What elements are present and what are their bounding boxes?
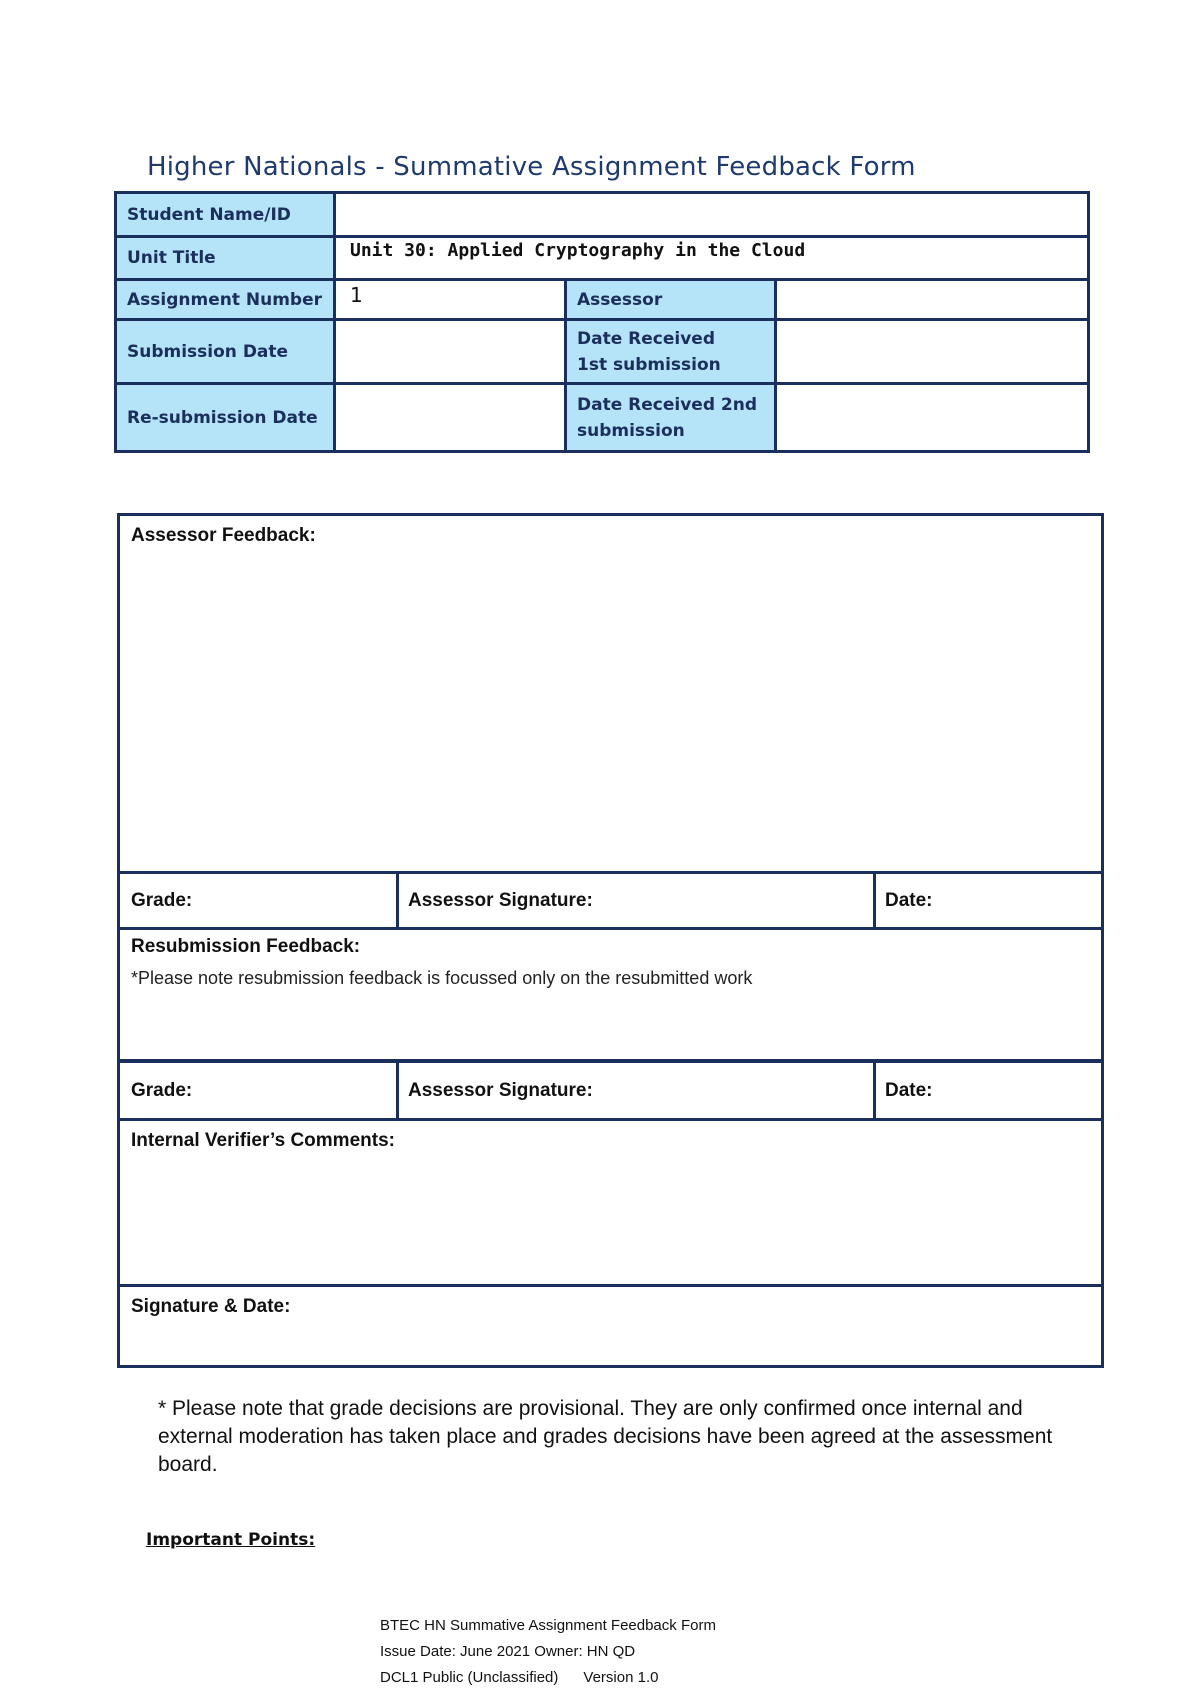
date-label: Date: <box>885 890 933 911</box>
date-received-2nd-label: Date Received 2nd submission <box>564 382 777 453</box>
unit-title-label: Unit Title <box>114 235 336 281</box>
student-name-field[interactable] <box>333 191 1090 238</box>
submission-date-field[interactable] <box>333 318 567 385</box>
assignment-number-field[interactable]: 1 <box>333 278 567 321</box>
date-label: Date: <box>885 1080 933 1101</box>
divider <box>396 871 399 927</box>
signature-date-label: Signature & Date: <box>131 1296 291 1317</box>
resubmission-feedback-label: Resubmission Feedback: <box>131 936 361 957</box>
unit-title-field[interactable]: Unit 30: Applied Cryptography in the Cloud <box>333 235 1090 281</box>
footer-line: DCL1 Public (Unclassified) Version 1.0 <box>380 1669 659 1686</box>
document-footer <box>380 1613 716 1691</box>
important-points-heading: Important Points: <box>146 1530 316 1550</box>
divider <box>120 1284 1101 1287</box>
date-received-2nd-field[interactable] <box>774 382 1090 453</box>
resubmission-date-field[interactable] <box>333 382 567 453</box>
student-info-table <box>114 191 1090 453</box>
assessor-label: Assessor <box>564 278 777 321</box>
grade-label: Grade: <box>131 890 193 911</box>
grade-label: Grade: <box>131 1080 193 1101</box>
assessor-signature-label: Assessor Signature: <box>408 890 593 911</box>
divider <box>120 871 1101 874</box>
footer-line: BTEC HN Summative Assignment Feedback Form <box>380 1617 716 1634</box>
form-title: Higher Nationals - Summative Assignment Feedback Form <box>147 152 916 182</box>
internal-verifier-comments-label: Internal Verifier’s Comments: <box>131 1130 395 1151</box>
date-received-1st-field[interactable] <box>774 318 1090 385</box>
divider <box>873 871 876 927</box>
grade-disclaimer: * Please note that grade decisions are provisional. They are only confirmed once internal and external moderation has taken place and grades decisions have been agreed at the assessment board. <box>158 1397 1053 1476</box>
divider <box>396 1060 399 1118</box>
footer-line: Issue Date: June 2021 Owner: HN QD <box>380 1643 636 1660</box>
assessor-feedback-area[interactable] <box>120 556 1101 856</box>
divider <box>120 1059 1101 1063</box>
assessor-feedback-label: Assessor Feedback: <box>131 525 316 546</box>
date-received-1st-label: Date Received 1st submission <box>564 318 777 385</box>
resubmission-date-label: Re-submission Date <box>114 382 336 453</box>
assignment-number-label: Assignment Number <box>114 278 336 321</box>
assessor-field[interactable] <box>774 278 1090 321</box>
assessor-signature-label: Assessor Signature: <box>408 1080 593 1101</box>
submission-date-label: Submission Date <box>114 318 336 385</box>
resubmission-note: *Please note resubmission feedback is focussed only on the resubmitted work <box>131 968 753 988</box>
student-name-label: Student Name/ID <box>114 191 336 238</box>
divider <box>873 1060 876 1118</box>
feedback-table <box>117 513 1104 1368</box>
divider <box>120 927 1101 930</box>
divider <box>120 1118 1101 1121</box>
